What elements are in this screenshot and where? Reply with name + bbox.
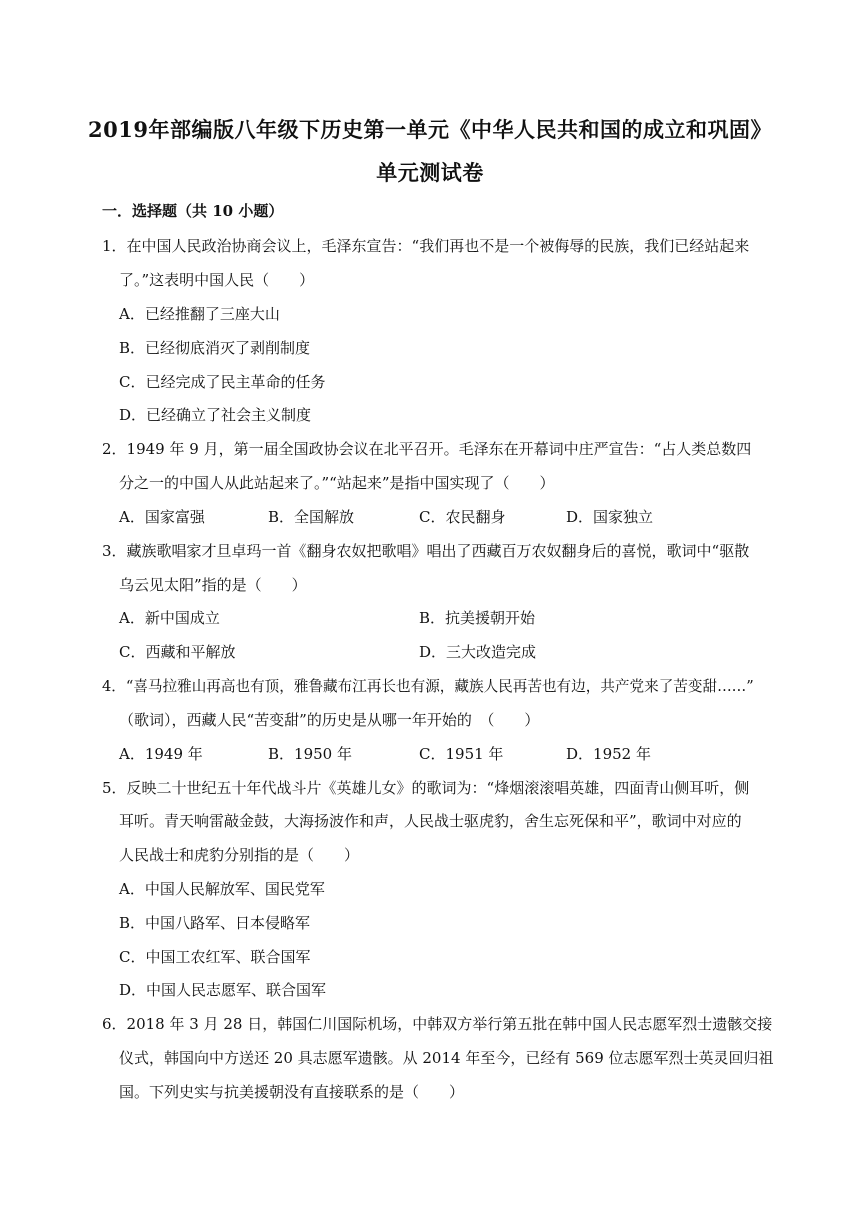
question-3-line-2: 乌云见太阳”指的是（ ） xyxy=(119,576,307,594)
question-2-line-2: 分之一的中国人从此站起来了。”“站起来”是指中国实现了（ ） xyxy=(119,474,555,492)
question-2-option-b: B．全国解放 xyxy=(268,508,355,526)
question-1-option-d: D．已经确立了社会主义制度 xyxy=(119,406,312,424)
question-1-option-a: A．已经推翻了三座大山 xyxy=(119,305,280,323)
question-1-line-2: 了。”这表明中国人民（ ） xyxy=(119,271,315,289)
question-6-line-2: 仪式，韩国向中方送还 20 具志愿军遗骸。从 2014 年至今，已经有 569 位志愿军烈士英灵回归祖 xyxy=(119,1049,774,1067)
question-3-option-d: D．三大改造完成 xyxy=(419,643,537,661)
question-5-line-3: 人民战士和虎豹分别指的是（ ） xyxy=(119,846,360,864)
question-3-option-b: B．抗美援朝开始 xyxy=(419,609,536,627)
question-4-option-d: D．1952 年 xyxy=(566,745,651,763)
question-2-option-d: D．国家独立 xyxy=(566,508,654,526)
question-1-option-c: C．已经完成了民主革命的任务 xyxy=(119,373,326,391)
question-5-option-c: C．中国工农红军、联合国军 xyxy=(119,948,311,966)
question-3-option-c: C．西藏和平解放 xyxy=(119,643,236,661)
question-5-option-b: B．中国八路军、日本侵略军 xyxy=(119,914,311,932)
question-2-line-1: 2．1949 年 9 月，第一届全国政协会议在北平召开。毛泽东在开幕词中庄严宣告：“占人类总数四 xyxy=(102,440,752,458)
question-1-line-1: 1．在中国人民政治协商会议上，毛泽东宣告：“我们再也不是一个被侮辱的民族，我们已经站起来 xyxy=(102,237,750,255)
question-6-line-1: 6．2018 年 3 月 28 日，韩国仁川国际机场，中韩双方举行第五批在韩中国人民志愿军烈士遗骸交接 xyxy=(102,1015,773,1033)
question-4-line-1: 4．“喜马拉雅山再高也有顶，雅鲁藏布江再长也有源，藏族人民再苦也有边，共产党来了苦变甜……” xyxy=(102,678,754,695)
question-5-line-2: 耳听。青天响雷敲金鼓，大海扬波作和声，人民战士驱虎豹，舍生忘死保和平”，歌词中对应的 xyxy=(119,812,742,830)
question-4-option-b: B．1950 年 xyxy=(268,745,352,763)
doc-title-line2: 单元测试卷 xyxy=(376,160,484,185)
doc-title-line1: 2019年部编版八年级下历史第一单元《中华人民共和国的成立和巩固》 xyxy=(88,117,772,142)
question-5-option-d: D．中国人民志愿军、联合国军 xyxy=(119,981,327,999)
question-5-line-1: 5．反映二十世纪五十年代战斗片《英雄儿女》的歌词为：“烽烟滚滚唱英雄，四面青山侧耳听，侧 xyxy=(102,779,750,797)
section-heading: 一．选择题（共 10 小题） xyxy=(102,202,284,220)
question-3-option-a: A．新中国成立 xyxy=(119,609,220,627)
question-2-option-c: C．农民翻身 xyxy=(419,508,506,526)
question-4-option-c: C．1951 年 xyxy=(419,745,504,763)
question-3-line-1: 3．藏族歌唱家才旦卓玛一首《翻身农奴把歌唱》唱出了西藏百万农奴翻身后的喜悦，歌词中“驱散 xyxy=(102,542,750,560)
question-2-option-a: A．国家富强 xyxy=(119,508,205,526)
question-5-option-a: A．中国人民解放军、国民党军 xyxy=(119,880,325,898)
question-1-option-b: B．已经彻底消灭了剥削制度 xyxy=(119,339,311,357)
question-4-line-2: （歌词），西藏人民“苦变甜”的历史是从哪一年开始的 （ ） xyxy=(119,711,540,729)
question-4-option-a: A．1949 年 xyxy=(119,745,203,763)
question-6-line-3: 国。下列史实与抗美援朝没有直接联系的是（ ） xyxy=(119,1083,465,1101)
